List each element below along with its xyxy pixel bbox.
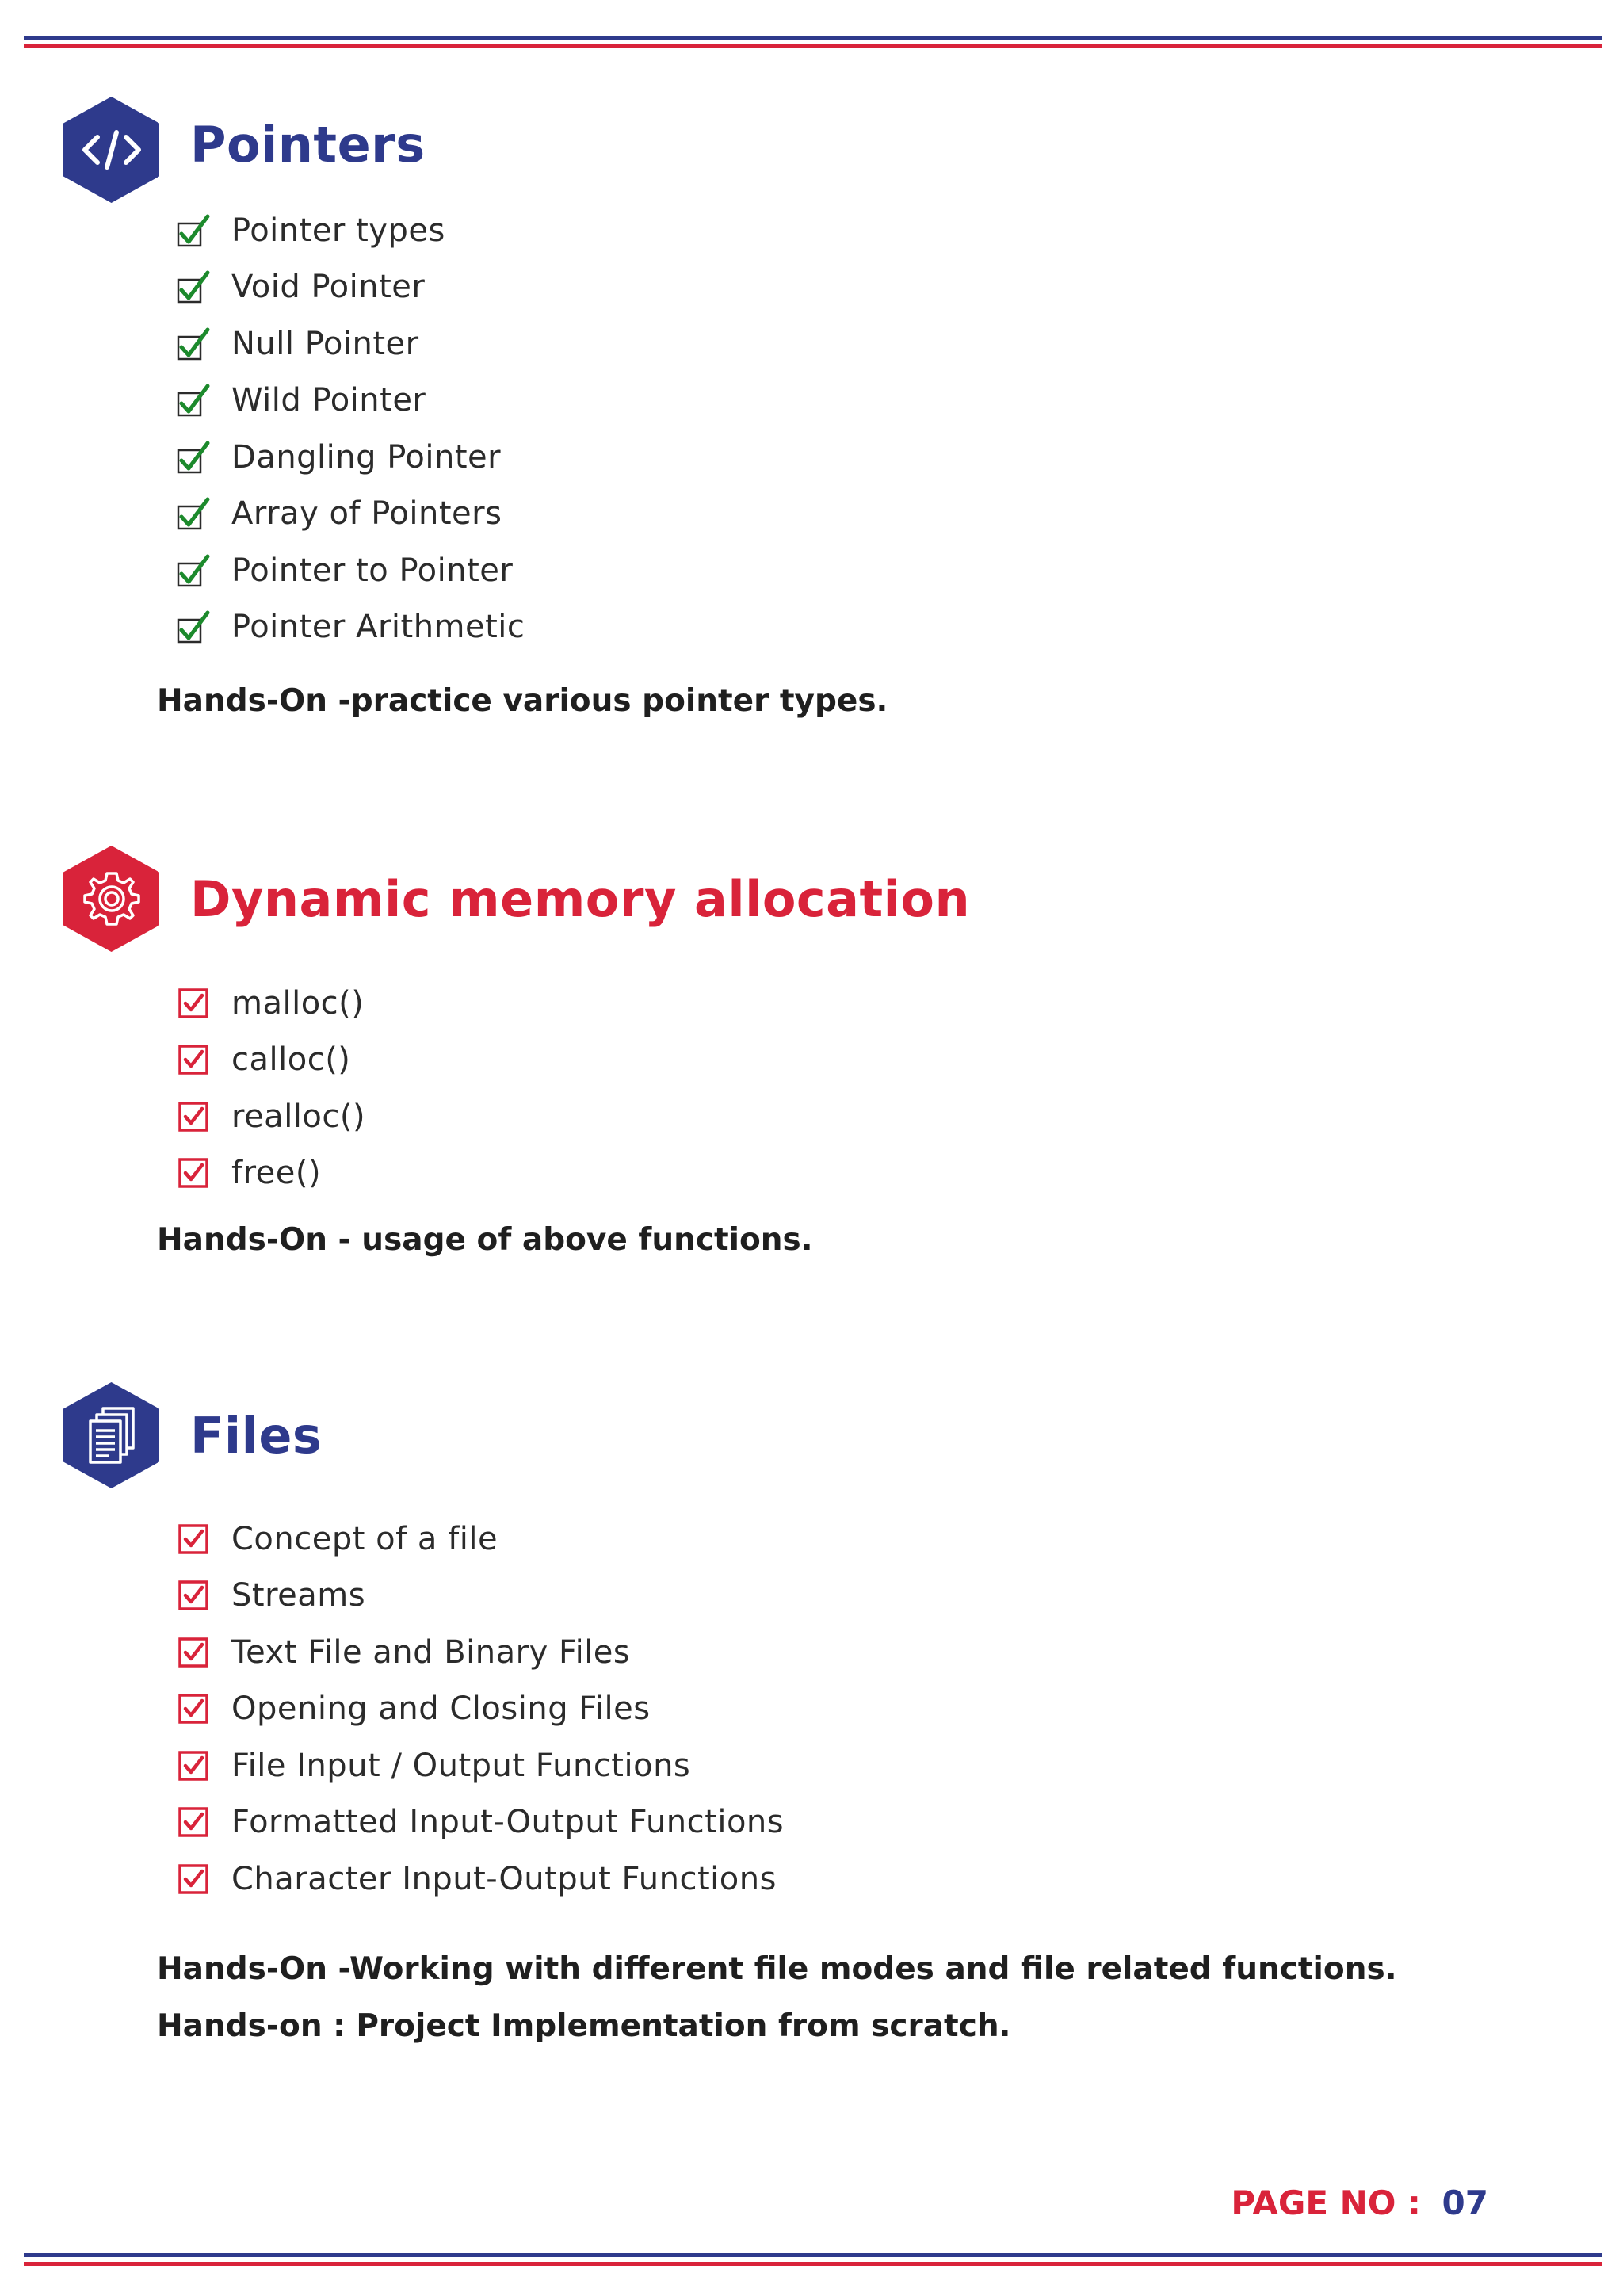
list-item-label: malloc() bbox=[231, 984, 365, 1022]
list-item-label: Opening and Closing Files bbox=[231, 1690, 651, 1728]
list-item bbox=[176, 372, 525, 430]
red-checkbox-icon bbox=[176, 1691, 211, 1726]
list-item bbox=[176, 542, 525, 599]
list-item bbox=[176, 1737, 784, 1794]
red-checkbox-icon bbox=[176, 1805, 211, 1839]
green-checkbox-icon bbox=[176, 269, 211, 304]
list-item bbox=[176, 1088, 365, 1145]
list-item-label: Dangling Pointer bbox=[231, 438, 502, 476]
list-item-label: Pointer Arithmetic bbox=[231, 609, 525, 646]
list-item-label: File Input / Output Functions bbox=[231, 1747, 691, 1784]
list-item-label: Pointer types bbox=[231, 212, 445, 249]
list-item-label: calloc() bbox=[231, 1041, 351, 1079]
list-item-label: Concept of a file bbox=[231, 1520, 498, 1557]
green-checkbox-icon bbox=[176, 213, 211, 248]
list-item bbox=[176, 599, 525, 656]
code-icon bbox=[63, 97, 159, 203]
list-item-label: Pointer to Pointer bbox=[231, 552, 514, 589]
list-item bbox=[176, 259, 525, 316]
list-item bbox=[176, 1145, 365, 1202]
bottom-rule-blue bbox=[24, 2253, 1602, 2257]
list-item-label: free() bbox=[231, 1155, 322, 1192]
red-checkbox-icon bbox=[176, 986, 211, 1021]
section-title: Pointers bbox=[190, 116, 426, 174]
list-item-label: realloc() bbox=[231, 1098, 366, 1135]
red-checkbox-icon bbox=[176, 1522, 211, 1557]
list-item bbox=[176, 975, 365, 1032]
hands-on-note: Hands-on : Project Implementation from scratch. bbox=[157, 2008, 1011, 2044]
list-item bbox=[176, 1511, 784, 1568]
list-item bbox=[176, 202, 525, 259]
red-checkbox-icon bbox=[176, 1099, 211, 1134]
list-item-label: Null Pointer bbox=[231, 325, 419, 362]
red-checkbox-icon bbox=[176, 1156, 211, 1190]
red-checkbox-icon bbox=[176, 1862, 211, 1897]
green-checkbox-icon bbox=[176, 496, 211, 531]
gear-icon bbox=[63, 846, 159, 952]
hands-on-note: Hands-On - usage of above functions. bbox=[157, 1222, 813, 1258]
green-checkbox-icon bbox=[176, 440, 211, 475]
documents-icon bbox=[63, 1382, 159, 1488]
list-item bbox=[176, 429, 525, 486]
list-item-label: Array of Pointers bbox=[231, 495, 502, 533]
red-checkbox-icon bbox=[176, 1635, 211, 1670]
topic-list bbox=[176, 1511, 784, 1908]
list-item bbox=[176, 1568, 784, 1625]
topic-list bbox=[176, 202, 525, 655]
red-checkbox-icon bbox=[176, 1578, 211, 1613]
top-rule-red bbox=[24, 44, 1602, 48]
list-item bbox=[176, 1851, 784, 1908]
bottom-rule-red bbox=[24, 2262, 1602, 2266]
list-item bbox=[176, 1681, 784, 1738]
list-item bbox=[176, 1624, 784, 1681]
red-checkbox-icon bbox=[176, 1042, 211, 1077]
red-checkbox-icon bbox=[176, 1748, 211, 1783]
list-item bbox=[176, 1794, 784, 1851]
page-number-value: 07 bbox=[1442, 2183, 1488, 2222]
list-item-label: Formatted Input-Output Functions bbox=[231, 1804, 785, 1841]
list-item-label: Void Pointer bbox=[231, 269, 426, 306]
section-title: Files bbox=[190, 1407, 323, 1465]
green-checkbox-icon bbox=[176, 609, 211, 644]
green-checkbox-icon bbox=[176, 383, 211, 418]
green-checkbox-icon bbox=[176, 553, 211, 588]
list-item-label: Streams bbox=[231, 1577, 366, 1614]
hands-on-note: Hands-On -Working with different file modes and file related functions. bbox=[157, 1951, 1397, 1987]
list-item bbox=[176, 486, 525, 543]
list-item-label: Wild Pointer bbox=[231, 382, 426, 419]
list-item-label: Text File and Binary Files bbox=[231, 1633, 631, 1671]
top-rule-blue bbox=[24, 36, 1602, 40]
list-item bbox=[176, 1032, 365, 1089]
list-item bbox=[176, 315, 525, 372]
page-number bbox=[1231, 2183, 1488, 2222]
section-title: Dynamic memory allocation bbox=[190, 870, 971, 928]
list-item-label: Character Input-Output Functions bbox=[231, 1860, 777, 1897]
topic-list bbox=[176, 975, 365, 1201]
green-checkbox-icon bbox=[176, 327, 211, 361]
hands-on-note: Hands-On -practice various pointer types. bbox=[157, 683, 888, 719]
page-label: PAGE NO : bbox=[1231, 2183, 1421, 2222]
